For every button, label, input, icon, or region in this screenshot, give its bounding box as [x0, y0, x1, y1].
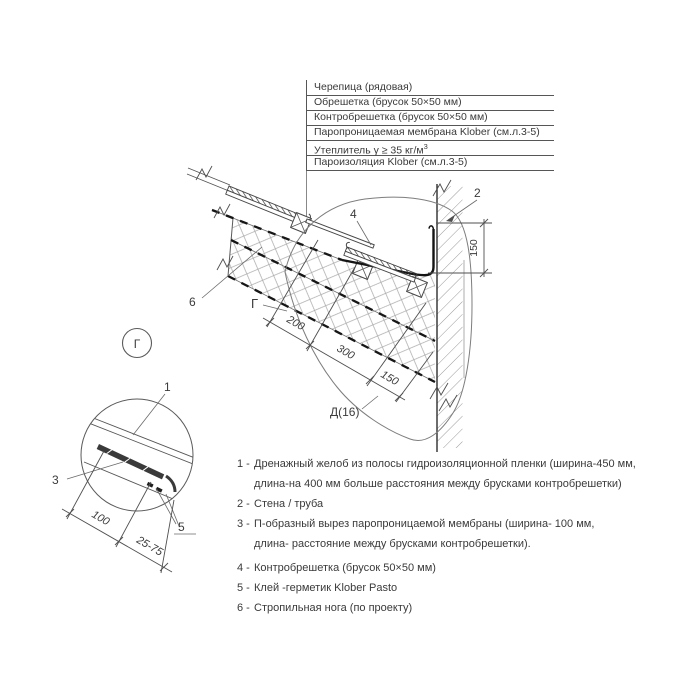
detail-label-d16: Д(16): [330, 405, 360, 419]
section-label-g: Г: [251, 296, 259, 311]
legend-row-counter-batten: Контробрешетка (брусок 50×50 мм): [306, 110, 554, 126]
callout-6: 6: [189, 295, 196, 309]
notes-list: [237, 454, 687, 618]
legend-row-membrane: Паропроницаемая мембрана Klober (см.л.3-5): [306, 125, 554, 141]
note-4: 4 - Контробрешетка (брусок 50×50 мм): [237, 562, 436, 574]
dim-slope-200: 200: [284, 313, 307, 334]
detail-circle-outline: [81, 399, 193, 511]
section-g-circle-label: Г: [133, 337, 141, 351]
legend-row-vapour-barrier: Пароизоляция Klober (см.л.3-5): [306, 155, 554, 171]
callout-4: 4: [350, 207, 357, 221]
dim-150-wall-label: 150: [468, 239, 480, 257]
dim-slope-150: 150: [378, 368, 401, 389]
note-2: 2 - Стена / труба: [237, 498, 324, 510]
rafter-lines: [187, 168, 230, 191]
wall-section: [437, 184, 464, 452]
note-6: 6 - Стропильная нога (по проекту): [237, 602, 413, 614]
callout-2: 2: [474, 186, 481, 200]
insulation-superscript: 3: [423, 142, 428, 151]
dim-detail-25-75: 25-75: [134, 534, 165, 559]
note-3-line-1: 3 - П-образный вырез паропроницаемой мембраны (ширина- 100 мм,: [237, 518, 595, 530]
callout-5: 5: [178, 520, 185, 534]
legend-row-tile: Черепица (рядовая): [306, 80, 554, 96]
detail-circle-content: [76, 412, 195, 501]
callout-1: 1: [164, 380, 171, 394]
dim-detail-100: 100: [89, 508, 112, 529]
note-3-line-2: длина- расстояние между брусками контробрешетки).: [254, 538, 531, 550]
legend-row-insulation: Утеплитель γ ≥ 35 $кг/м^3$: [306, 140, 554, 156]
note-1-line-1: 1 - Дренажный желоб из полосы гидроизоляционной пленки (ширина-450 мм,: [237, 458, 636, 470]
callout-3: 3: [52, 473, 59, 487]
note-1-line-2: длина-на 400 мм больше расстояния между брусками контробрешетки): [254, 478, 622, 490]
note-5: 5 - Клей -герметик Klober Pasto: [237, 582, 398, 594]
dim-slope-300: 300: [334, 342, 357, 363]
gutter-top-hook: [429, 226, 434, 230]
legend-row-batten: Обрешетка (брусок 50×50 мм): [306, 95, 554, 111]
